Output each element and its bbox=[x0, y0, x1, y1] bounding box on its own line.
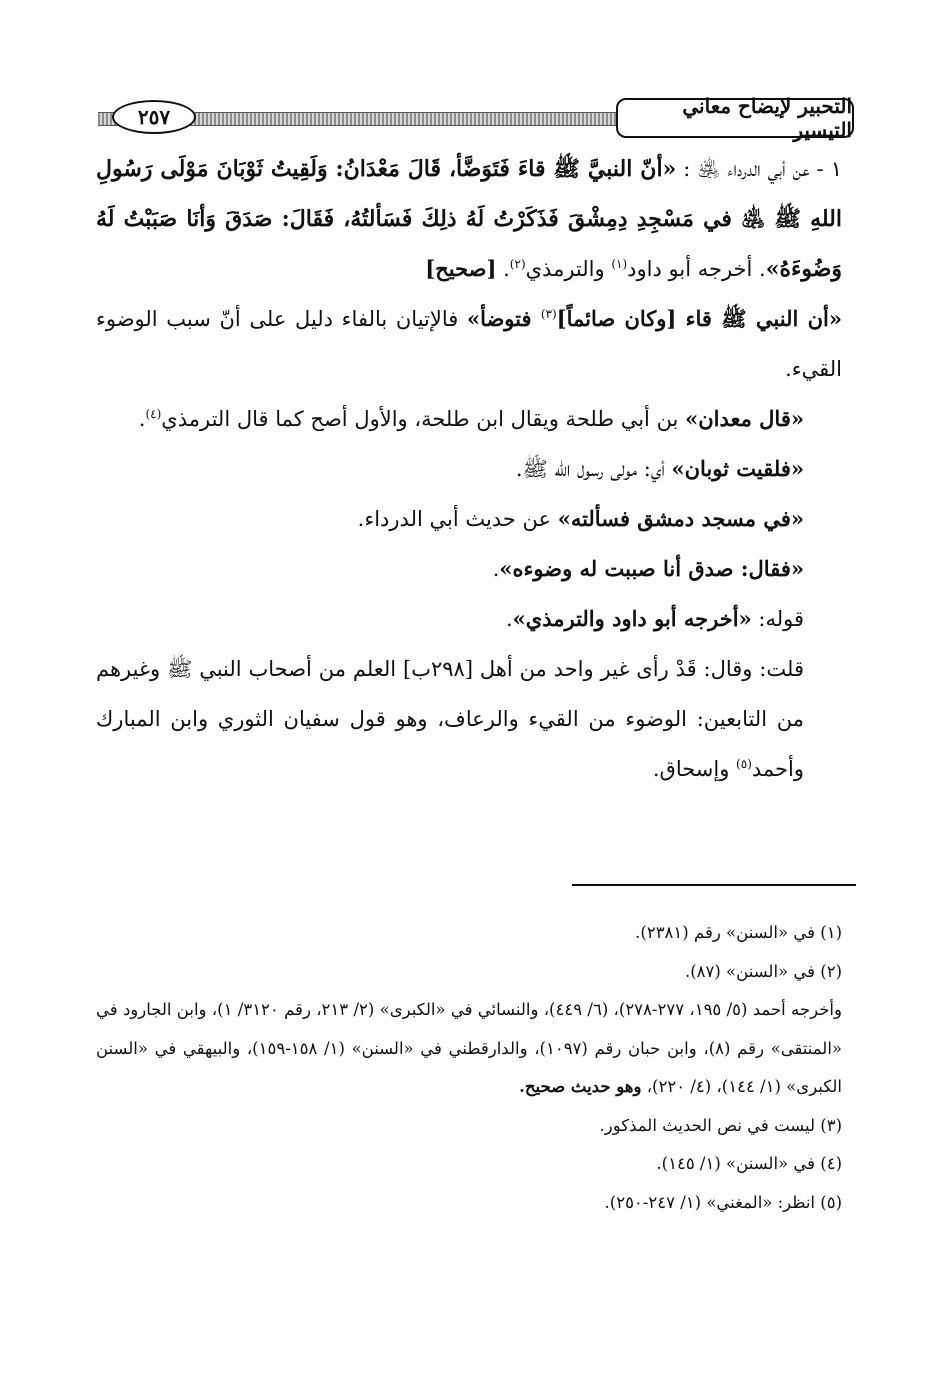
footnote-1: (١) في «السنن» رقم (٢٣٨١). bbox=[635, 923, 842, 942]
commentary-lead: قوله: bbox=[751, 607, 804, 631]
commentary-quote: «فلقيت ثوبان» bbox=[671, 456, 804, 481]
footnote-ref-3: (٣) bbox=[540, 307, 557, 321]
commentary-quote: «قال معدان» bbox=[685, 406, 804, 431]
main-text bbox=[96, 144, 842, 794]
commentary-paragraph-1 bbox=[96, 294, 842, 394]
commentary-quote-2: فتوضأ» bbox=[466, 306, 541, 331]
footnotes bbox=[96, 914, 842, 1222]
footnote-2-continued bbox=[96, 991, 842, 1107]
commentary-paragraph-7 bbox=[96, 644, 842, 794]
commentary-text-end: وإسحاق. bbox=[652, 757, 737, 781]
footnote-2: (٢) في «السنن» (٨٧). bbox=[684, 961, 842, 981]
commentary-quote: «في مسجد دمشق فسألته» bbox=[557, 506, 804, 531]
commentary-quote: «فقال: صدق أنا صببت له وضوءه» bbox=[499, 556, 804, 581]
hadith-text: «أنّ النبيَّ ﷺ قاءَ فَتَوَضَّأ، قَالَ مَعْدَانُ: وَلَقِيتُ ثَوْبَانَ مَوْلَى رَسُولِ اللهِ ﷺ ﵁ في مَسْجِدِ دِمِشْقَ فَذَكَرْتُ لَهُ ذلِكَ فَسَألتُهُ، فَقَالَ: صَدَقَ وَأنَا صَبَبْتُ لَهُ وَضُوءَهُ» bbox=[96, 156, 842, 282]
footnote-ref-1: (١) bbox=[611, 257, 628, 271]
commentary-text: عن حديث أبي الدرداء. bbox=[357, 507, 558, 531]
commentary-quote: «أخرجه أبو داود والترمذي» bbox=[512, 606, 752, 631]
running-header bbox=[98, 96, 854, 140]
footnote-3: (٣) ليست في نص الحديث المذكور. bbox=[599, 1115, 842, 1135]
footnote-separator bbox=[572, 884, 856, 886]
commentary-text: بن أبي طلحة ويقال ابن طلحة، والأول أصح كما قال الترمذي bbox=[161, 407, 686, 431]
footnote-2-grade: وهو حديث صحيح. bbox=[519, 1077, 642, 1096]
hadith-source-2: والترمذي bbox=[525, 257, 612, 281]
commentary-paragraph-3 bbox=[96, 444, 842, 494]
footnote-ref-2: (٢) bbox=[509, 257, 526, 271]
page-number: ٢٥٧ bbox=[112, 100, 196, 134]
commentary-quote: «أن النبي ﷺ قاء [وكان صائماً] bbox=[556, 306, 842, 331]
footnote-5: (٥) انظر: «المغني» (١/ ٢٤٧-٢٥٠). bbox=[604, 1192, 842, 1212]
commentary-paragraph-2 bbox=[96, 394, 842, 444]
hadith-paragraph bbox=[96, 144, 842, 294]
hadith-source: . أخرجه أبو داود bbox=[627, 257, 766, 281]
commentary-end: . bbox=[138, 407, 146, 431]
commentary-paragraph-5 bbox=[96, 544, 842, 594]
commentary-paragraph-6 bbox=[96, 594, 842, 644]
hadith-grade: [صحيح] bbox=[425, 256, 497, 281]
hadith-source-end: . bbox=[496, 257, 510, 281]
commentary-text: . bbox=[492, 557, 500, 581]
footnote-2-sources: وأخرجه أحمد (٥/ ١٩٥، ٢٧٧-٢٧٨)، (٦/ ٤٤٩)، والنسائي في «الكبرى» (٢/ ٢١٣، رقم ٣١٢٠/ ١)، وابن الجارود في «المنتقى» رقم (٨)، وابن حبان رقم (١٠٩٧)، والدارقطني في «السنن» (١/ ١٥٨-١٥٩)، والبيهقي في «السنن الكبرى» (١/ ١٤٤)، (٤/ ٢٢٠)، bbox=[96, 1000, 843, 1096]
footnote-ref-5: (٥) bbox=[736, 757, 752, 771]
commentary-text: فالإتيان بالفاء دليل على أنّ سبب الوضوء القيء. bbox=[96, 307, 842, 381]
book-title: التحبير لإيضاح معاني التيسير bbox=[616, 98, 854, 138]
commentary-text: . bbox=[505, 607, 513, 631]
commentary-text: أي: مولى رسول الله ﷺ. bbox=[515, 457, 672, 481]
footnote-4: (٤) في «السنن» (١/ ١٤٥). bbox=[656, 1154, 842, 1173]
commentary-text: قلت: وقال: قَدْ رأى غير واحد من أهل [٢٩٨ب] العلم من أصحاب النبي ﷺ وغيرهم من التابعين: الوضوء من القيء والرعاف، وهو قول سفيان الثوري وابن المبارك وأحمد bbox=[96, 657, 804, 781]
commentary-paragraph-4 bbox=[96, 494, 842, 544]
hadith-intro: ١ - عن أبي الدرداء ﵁ : bbox=[676, 157, 842, 181]
footnote-ref-4: (٤) bbox=[145, 407, 162, 421]
